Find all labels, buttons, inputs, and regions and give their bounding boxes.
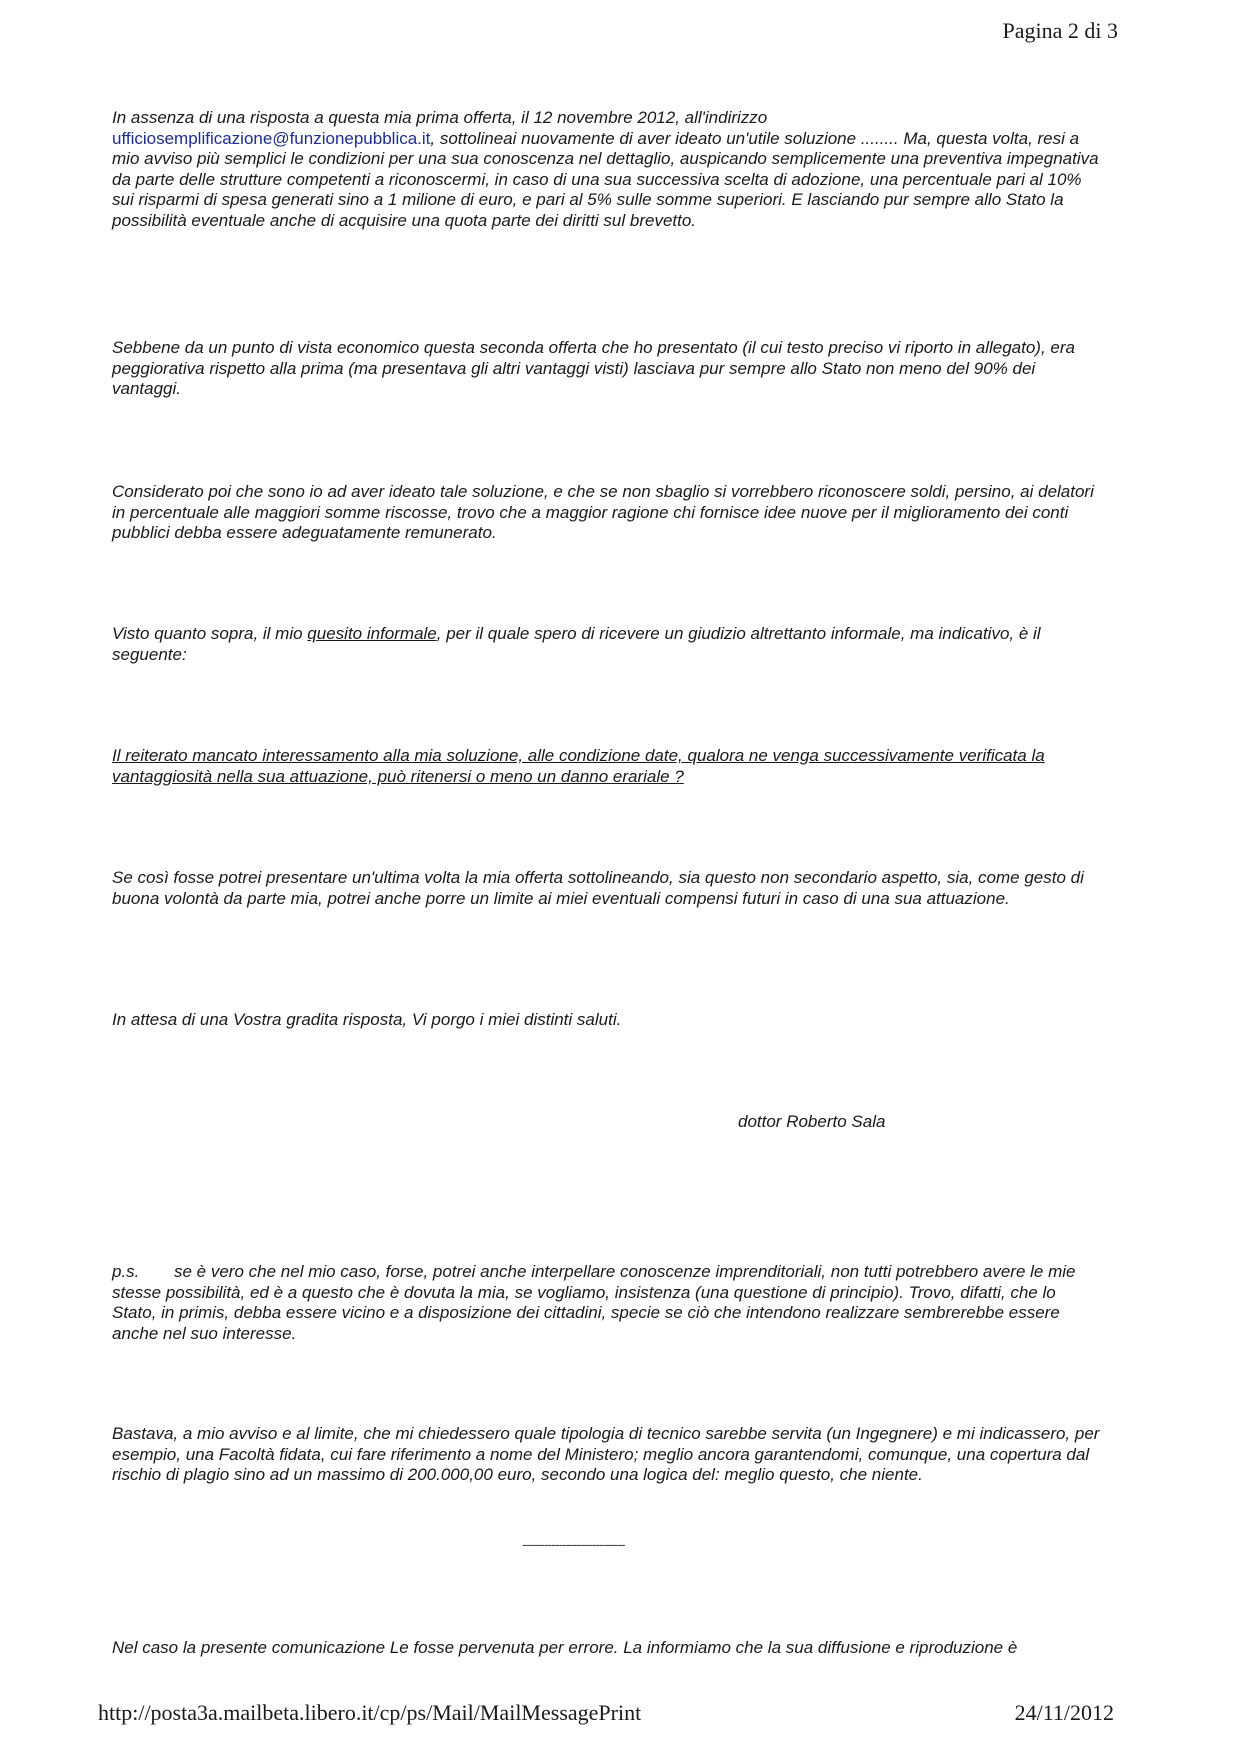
paragraph-8 xyxy=(112,1424,1102,1486)
paragraph-2-text: Sebbene da un punto di vista economico questa seconda offerta che ho presentato (il cui testo preciso vi riporto in allegato), era peggiorativa rispetto alla prima (ma presentava gli altri vantaggi visti) lasciava pur sempre allo Stato non meno del 90% dei vantaggi. xyxy=(112,338,1075,398)
paragraph-2 xyxy=(112,338,1102,400)
closing-text: In attesa di una Vostra gradita risposta, Vi porgo i miei distinti saluti. xyxy=(112,1010,622,1029)
paragraph-1 xyxy=(112,108,1102,231)
paragraph-6 xyxy=(112,868,1102,909)
paragraph-1-body: , sottolineai nuovamente di aver ideato un'utile soluzione ........ Ma, questa volta, resi a mio avviso più semplici le condizioni per una sua conoscenza nel dettaglio, auspicando semplicemente una preventiva impegnativa da parte delle strutture competenti a riconoscermi, in caso di una sua successiva scelta di adozione, una percentuale pari al 10% sui risparmi di spesa generati sino a 1 milione di euro, e pari al 5% sulle somme superiori. E lasciando pur sempre allo Stato la possibilità eventuale anche di acquisire una quota parte dei diritti sul brevetto. xyxy=(112,128,1099,230)
ps-label: p.s. xyxy=(112,1262,140,1281)
paragraph-4-rest: , per il quale spero di ricevere un giudizio altrettanto informale, ma indicativo, è il seguente: xyxy=(112,624,1041,664)
signature: dottor Roberto Sala xyxy=(738,1112,886,1131)
question-text: Il reiterato mancato interessamento alla mia soluzione, alle condizione date, qualora ne venga successivamente verificata la vantaggiosità nella sua attuazione, può ritenersi o meno un danno erariale ? xyxy=(112,746,1045,786)
informal-question-label: quesito informale xyxy=(307,624,437,643)
paragraph-5 xyxy=(112,746,1072,787)
email-address: ufficiosemplificazione@funzionepubblica.it xyxy=(112,128,431,148)
ps-text: se è vero che nel mio caso, forse, potrei anche interpellare conoscenze imprenditoriali, non tutti potrebbero avere le mie stesse possibilità, ed è a questo che è dovuta la mia, se vogliamo, insistenza (una questione di principio). Trovo, difatti, che lo Stato, in primis, debba essere vicino e a disposizione dei cittadini, specie se ciò che intendono realizzare sembrerebbe essere anche nel suo interesse. xyxy=(112,1262,1076,1343)
disclaimer-text: Nel caso la presente comunicazione Le fosse pervenuta per errore. La informiamo che la sua diffusione e riproduzione è xyxy=(112,1638,1018,1657)
separator-line: ---------------------------- xyxy=(522,1536,625,1552)
paragraph-6-text: Se così fosse potrei presentare un'ultima volta la mia offerta sottolineando, sia questo non secondario aspetto, sia, come gesto di buona volontà da parte mia, potrei anche porre un limite ai miei eventuali compensi futuri in caso di una sua attuazione. xyxy=(112,868,1084,908)
paragraph-7 xyxy=(112,1010,1102,1031)
page-number: Pagina 2 di 3 xyxy=(1002,18,1118,43)
footer-url: http://posta3a.mailbeta.libero.it/cp/ps/Mail/MailMessagePrint xyxy=(98,1700,642,1725)
paragraph-9 xyxy=(112,1638,1102,1659)
paragraph-4 xyxy=(112,624,1102,665)
postscript xyxy=(112,1262,1102,1344)
paragraph-3 xyxy=(112,482,1102,544)
paragraph-4-intro: Visto quanto sopra, il mio xyxy=(112,624,308,643)
footer-date: 24/11/2012 xyxy=(1014,1700,1114,1725)
paragraph-3-text: Considerato poi che sono io ad aver ideato tale soluzione, e che se non sbaglio si vorrebbero riconoscere soldi, persino, ai delatori in percentuale alle maggiori somme riscosse, trovo che a maggior ragione chi fornisce idee nuove per il miglioramento dei conti pubblici debba essere adeguatamente remunerato. xyxy=(112,482,1094,542)
paragraph-8-text: Bastava, a mio avviso e al limite, che mi chiedessero quale tipologia di tecnico sarebbe servita (un Ingegnere) e mi indicassero, per esempio, una Facoltà fidata, cui fare riferimento a nome del Ministero; meglio ancora garantendomi, comunque, una copertura dal rischio di plagio sino ad un massimo di 200.000,00 euro, secondo una logica del: meglio questo, che niente. xyxy=(112,1424,1100,1484)
paragraph-1-intro: In assenza di una risposta a questa mia prima offerta, il 12 novembre 2012, all'indirizzo xyxy=(112,108,768,127)
